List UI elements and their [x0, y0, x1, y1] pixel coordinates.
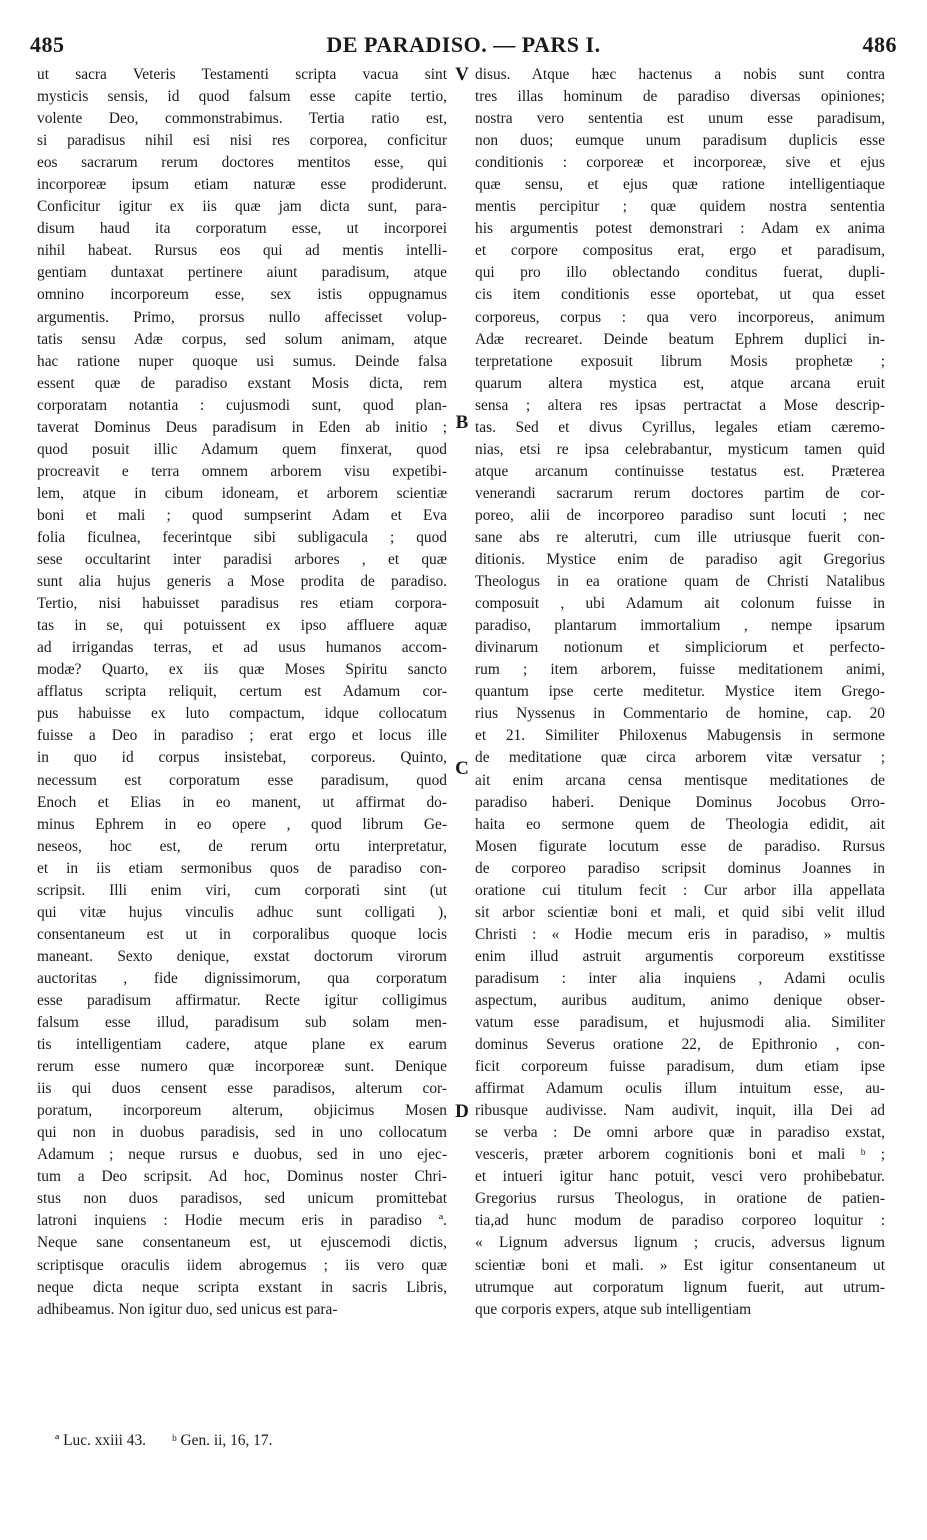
text-line: rius Nyssenus in Commentario de homine, cap. 20 — [475, 705, 885, 723]
text-line: sese occultarint inter paradisi arbores , et quæ — [37, 551, 447, 569]
text-line: de meditatione quæ circa arborem vitæ versatur ; — [475, 749, 885, 767]
left-page-number: 485 — [30, 32, 65, 57]
text-line: disus. Atque hæc hactenus a nobis sunt contra — [475, 66, 885, 83]
text-line: corporatam notantia : cujusmodi sunt, quod plan- — [37, 396, 447, 414]
text-line: auctoritas , fide dignissimorum, qua corporatum — [37, 969, 447, 987]
text-line: paradiso, plantarum immortalium , nempe ipsarum — [475, 617, 885, 635]
text-line: mentis percipitur ; quæ quidem nostra sententia — [475, 198, 885, 216]
text-line: se verba : De omni arbore quæ in paradiso exstat, — [475, 1124, 885, 1142]
text-line: tres illas hominum de paradiso diversas opiniones; — [475, 88, 885, 106]
text-line: scientiæ boni et mali. » Est igitur consentaneum ut — [475, 1256, 885, 1274]
text-line: et 21. Similiter Philoxenus Mabugensis in sermone — [475, 727, 885, 745]
text-line: tum a Deo scripsit. Ad hoc, Dominus noster Chri- — [37, 1168, 447, 1186]
text-line: sunt alia hujus generis a Mose prodita de paradiso. — [37, 573, 447, 591]
text-line: neseos, hoc est, de rerum ortu interpretatur, — [37, 837, 447, 855]
text-line: terpretatione exposuit librum Mosis prophetæ ; — [475, 352, 885, 370]
text-line: sane abs re alterutri, cum ille utriusque fuerit con- — [475, 528, 885, 546]
text-line: rum ; item arborem, fuisse meditationem animi, — [475, 661, 885, 679]
text-line: sensa ; altera res ipsas pertractat a Mose descrip- — [475, 396, 885, 414]
text-line: volente Deo, commonstrabimus. Tertia ratio est, — [37, 110, 447, 128]
text-line: paradisum : inter alia inquiens , Adami oculis — [475, 969, 885, 987]
text-line: enim illud astruit argumentis corporeum exstitisse — [475, 947, 885, 965]
text-line: lem, atque in cibum idoneam, et arborem scientiæ — [37, 484, 447, 502]
text-line: fuisse a Deo in paradiso ; erat ergo et locus ille — [37, 727, 447, 745]
text-line: his argumentis potest demonstrari : Adam ex anima — [475, 220, 885, 238]
text-line: argumentis. Primo, prorsus nullo affecisset volup- — [37, 308, 447, 326]
text-line: qui pro illo oblectando conditus fuerat, dupli- — [475, 264, 885, 282]
text-line: affirmat Adamum oculis illum intuitum esse, au- — [475, 1080, 885, 1098]
text-line: que corporis expers, atque sub intelligentiam — [475, 1300, 752, 1318]
text-line: utrumque aut corporatum lignum fuerit, aut utrum- — [475, 1278, 885, 1296]
text-line: mysticis sensis, id quod falsum esse capite tertio, — [37, 88, 447, 106]
margin-letter-c: C — [455, 758, 469, 779]
text-line: et intueri igitur hanc potuit, vesci vero prohibebatur. — [475, 1168, 885, 1186]
text-line: boni et mali ; quod sumpserint Adam et Eva — [37, 506, 447, 524]
text-line: necessum est corporatum esse paradisum, quod — [37, 771, 447, 789]
text-line: rerum esse numero quæ incorporeæ sunt. Denique — [37, 1058, 447, 1076]
text-line: maneant. Sexto denique, exstat doctorum virorum — [37, 947, 447, 965]
text-line: consentaneum est ut in corporalibus quoque locis — [37, 925, 447, 943]
margin-letter-b: B — [455, 412, 469, 433]
margin-letter-v: V — [455, 64, 469, 85]
text-line: ait enim arcana censa mentisque meditationes de — [475, 771, 885, 789]
text-line: disum haud ita corporatum esse, ut incorporei — [37, 220, 447, 238]
text-line: et corpore compositus erat, ergo et paradisum, — [475, 242, 885, 260]
right-page-number: 486 — [862, 32, 897, 57]
text-line: Gregorius rursus Theologus, in oratione de patien- — [475, 1190, 885, 1208]
text-line: folia ficulnea, fecerintque sibi subligacula ; quod — [37, 528, 447, 546]
text-line: cis item conditionis esse oportebat, ut qua esset — [475, 286, 885, 304]
text-line: Neque sane consentaneum est, ut ejuscemodi dictis, — [37, 1234, 447, 1252]
text-line: aspectum, auribus auditum, animo denique obser- — [475, 991, 885, 1009]
text-line: sit arbor scientiæ boni et mali, et quid sibi velit illud — [475, 903, 885, 921]
text-line: conditionis : corporeæ et incorporeæ, sive et ejus — [475, 154, 885, 172]
text-line: tas in se, qui potuissent ex ipso affluere aquæ — [37, 617, 447, 635]
text-line: in quo id corpus insistebat, corporeus. Quinto, — [37, 749, 447, 767]
text-line: Conficitur igitur ex iis quæ jam dicta sunt, para- — [37, 198, 447, 216]
text-line: « Lignum adversus lignum ; crucis, adversus lignum — [475, 1234, 885, 1252]
text-line: tas. Sed et divus Cyrillus, legales etiam cæremo- — [475, 418, 885, 436]
text-line: tatis sensu Adæ corpus, sed solum animam, atque — [37, 330, 447, 348]
text-line: vesceris, præter arborem cognitionis boni et mali ᵇ ; — [475, 1146, 885, 1164]
text-line: oratione cui titulum fecit : Cur arbor illa appellata — [475, 881, 885, 899]
text-line: tis intelligentiam cadere, atque plane ex earum — [37, 1036, 447, 1054]
text-line: omnino incorporeum esse, sex istis oppugnamus — [37, 286, 447, 304]
text-line: quantum ipse certe meditetur. Mystice item Grego- — [475, 683, 885, 701]
text-line: afflatus scripta reliquit, certum est Adamum cor- — [37, 683, 447, 701]
text-line: nias, etsi re ipsa celebrabantur, mysticum tamen quid — [475, 440, 885, 458]
text-line: Adæ recrearet. Deinde beatum Ephrem duplici in- — [475, 330, 885, 348]
text-line: nihil habeat. Rursus eos qui ad mentis intelli- — [37, 242, 447, 260]
text-line: hac ratione nuper quoque usi sumus. Deinde falsa — [37, 352, 447, 370]
running-header — [30, 32, 897, 62]
text-line: ficit corporeum fuisse paradisum, dum etiam ipse — [475, 1058, 885, 1076]
text-line: pus habuisse ex luto compactum, idque collocatum — [37, 705, 447, 723]
right-column — [475, 64, 885, 1321]
text-line: ribusque audivisse. Nam audivit, inquit, illa Dei ad — [475, 1102, 885, 1120]
text-line: qui non in duobus paradisis, sed in uno collocatum — [37, 1124, 447, 1142]
text-line: quarum altera mystica est, atque arcana eruit — [475, 374, 885, 392]
text-line: Mosen figurate locutum esse de paradiso. Rursus — [475, 837, 885, 855]
text-line: taverat Dominus Deus paradisum in Eden ab initio ; — [37, 418, 447, 436]
text-line: nostra vero sententia est unum esse paradisum, — [475, 110, 885, 128]
text-line: Adamum ; neque rursus e duobus, sed in uno ejec- — [37, 1146, 447, 1164]
text-line: divinarum notionum et simpliciorum et perfecto- — [475, 639, 885, 657]
text-line: poreo, alii de incorporeo paradiso sunt locuti ; nec — [475, 506, 885, 524]
text-line: essent quæ de paradiso exstant Mosis dicta, rem — [37, 374, 447, 392]
footnote-b: ᵇ Gen. ii, 16, 17. — [171, 1432, 273, 1449]
running-title: DE PARADISO. — PARS I. — [326, 32, 601, 57]
text-line: stus non duos paradisos, sed unicum promittebat — [37, 1190, 447, 1208]
text-line: composuit , ubi Adamum ait colonum fuisse in — [475, 595, 885, 613]
text-line: de corporeo paradiso scripsit dominus Joannes in — [475, 859, 885, 877]
text-line: ad irrigandas terras, et ad usus humanos accom- — [37, 639, 447, 657]
text-line: haita eo sermone quem de Theologia edidit, ait — [475, 815, 885, 833]
text-line: quod posuit illic Adamum quem finxerat, quod — [37, 440, 447, 458]
text-line: quæ sensu, et ejus quæ ratione intelligentiaque — [475, 176, 885, 194]
text-line: paradiso haberi. Denique Dominus Jocobus Orro- — [475, 793, 885, 811]
text-line: Christi : « Hodie mecum eris in paradiso, » multis — [475, 925, 885, 943]
text-line: Enoch et Elias in eo manent, ut affirmat do- — [37, 793, 447, 811]
text-line: latroni inquiens : Hodie mecum eris in paradiso ª. — [37, 1212, 447, 1230]
left-column — [37, 64, 447, 1321]
text-line: si paradisus nihil esi nisi res corporea, conficitur — [37, 132, 447, 150]
text-line: gentiam duntaxat pertinere aiunt paradisum, atque — [37, 264, 447, 282]
text-line: poratum, incorporeum alterum, objicimus Mosen — [37, 1102, 447, 1120]
text-line: falsum esse illud, paradisum sub solam men- — [37, 1014, 447, 1032]
text-line: qui vitæ hujus vinculis adhuc sunt colligati ), — [37, 903, 447, 921]
text-line: neque dicta neque scripta exstant in sacris Libris, — [37, 1278, 447, 1296]
text-line: modæ? Quarto, ex iis quæ Moses Spiritu sancto — [37, 661, 447, 679]
text-line: atque arcanum continuisse testatus est. Præterea — [475, 462, 885, 480]
text-line: venerandi sacrarum rerum doctores partim de cor- — [475, 484, 885, 502]
text-line: ut sacra Veteris Testamenti scripta vacua sint — [37, 66, 447, 83]
text-line: Theologus in ea oratione quam de Christi Natalibus — [475, 573, 885, 591]
text-line: vatum esse paradisum, et hujusmodi alia. Similiter — [475, 1014, 885, 1032]
text-line: procreavit e terra omnem arborem visu expetibi- — [37, 462, 447, 480]
text-line: scriptisque oraculis iidem abrogemus ; iis vero quæ — [37, 1256, 447, 1274]
text-line: esse paradisum affirmatur. Recte igitur colligimus — [37, 991, 447, 1009]
text-line: adhibeamus. Non igitur duo, sed unicus est para- — [37, 1300, 338, 1318]
footnotes — [55, 1432, 294, 1450]
text-line: tia,ad hunc modum de paradiso corporeo loquitur : — [475, 1212, 885, 1230]
text-line: non duos; eumque unum paradisum duplicis esse — [475, 132, 885, 150]
text-line: Tertio, nisi habuisset paradisus res etiam corpora- — [37, 595, 447, 613]
text-line: scripsit. Illi enim viri, cum corporati sint (ut — [37, 881, 447, 899]
text-line: iis qui duos censent esse paradisos, alterum cor- — [37, 1080, 447, 1098]
text-line: dominus Severus oratione 22, de Epithronio , con- — [475, 1036, 885, 1054]
text-line: corporeus, corpus : qua vero incorporeus, animum — [475, 308, 885, 326]
footnote-a: ª Luc. xxiii 43. — [55, 1432, 147, 1449]
text-line: minus Ephrem in eo opere , quod librum Ge- — [37, 815, 447, 833]
margin-letter-d: D — [455, 1101, 469, 1122]
text-line: incorporeæ ipsum etiam naturæ esse prodiderunt. — [37, 176, 447, 194]
text-line: et in iis etiam sermonibus quos de paradiso con- — [37, 859, 447, 877]
text-line: eos sacrarum rerum doctores mentitos esse, qui — [37, 154, 447, 172]
text-line: ditionis. Mystice enim de paradiso agit Gregorius — [475, 551, 885, 569]
